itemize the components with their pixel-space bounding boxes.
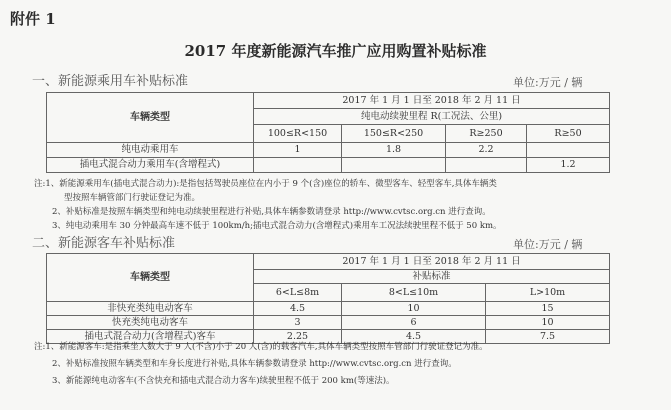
bus-unit: 单位:万元 / 辆 <box>513 238 583 251</box>
cell-value: 4.5 <box>342 330 486 344</box>
row-label: 非快充类纯电动客车 <box>47 302 254 316</box>
page-title: 2017 年度新能源汽车推广应用购置补贴标准 <box>184 42 487 60</box>
passenger-subsidy-table <box>46 92 610 173</box>
bus-length-range: 6<L≤8m <box>254 284 342 302</box>
cell-value: 2.25 <box>254 330 342 344</box>
cell-value: 6 <box>342 316 486 330</box>
row-label: 纯电动乘用车 <box>47 143 254 158</box>
bus-period: 2017 年 1 月 1 日至 2018 年 2 月 11 日 <box>254 254 610 270</box>
table-row <box>47 316 610 330</box>
note-line: 注:1、新能源客车:是指乘坐人数大于 9 人(不含)小于 20 人(含)的载客汽车,具体车辆类型按照车管部门行驶证登记为准。 <box>34 342 488 352</box>
note-line: 型按照车辆管部门行驶证登记为准。 <box>64 193 201 203</box>
passenger-section-heading: 一、新能源乘用车补贴标准 <box>32 74 189 89</box>
passenger-notes <box>34 177 502 233</box>
bus-notes <box>34 339 488 390</box>
table-row <box>47 302 610 316</box>
passenger-period: 2017 年 1 月 1 日至 2018 年 2 月 11 日 <box>254 93 610 109</box>
cell-value: 15 <box>486 302 610 316</box>
note-line: 2、补贴标准是按照车辆类型和纯电动续驶里程进行补贴,具体车辆参数请登录 http://www.cvtsc.org.cn 进行查询。 <box>52 207 491 217</box>
bus-section-heading: 二、新能源客车补贴标准 <box>32 236 176 251</box>
note-line: 3、纯电动乘用车 30 分钟最高车速不低于 100km/h;插电式混合动力(含增程式)乘用车工况法续驶里程不低于 50 km。 <box>52 221 502 231</box>
note-line: 注:1、新能源乘用车(插电式混合动力):是指包括驾驶员座位在内小于 9 个(含)座位的轿车、微型客车、轻型客车,具体车辆类 <box>34 179 497 189</box>
passenger-type-header: 车辆类型 <box>47 93 254 143</box>
bus-length-range: L>10m <box>486 284 610 302</box>
passenger-range: R≥50 <box>527 125 610 143</box>
passenger-range-header: 纯电动续驶里程 R(工况法、公里) <box>254 109 610 125</box>
cell-value <box>527 143 610 158</box>
table-row <box>47 158 610 173</box>
bus-type-header: 车辆类型 <box>47 254 254 302</box>
table-row <box>47 143 610 158</box>
cell-value: 4.5 <box>254 302 342 316</box>
cell-value: 1.8 <box>342 143 446 158</box>
cell-value: 1.2 <box>527 158 610 173</box>
passenger-unit: 单位:万元 / 辆 <box>513 76 583 89</box>
passenger-range: 100≤R<150 <box>254 125 342 143</box>
passenger-range: 150≤R<250 <box>342 125 446 143</box>
cell-value <box>254 158 342 173</box>
cell-value: 10 <box>342 302 486 316</box>
bus-standard-header: 补贴标准 <box>254 270 610 284</box>
note-line: 3、新能源纯电动客车(不含快充和插电式混合动力客车)续驶里程不低于 200 km(等速法)。 <box>52 376 395 386</box>
attachment-label: 附件 1 <box>10 10 56 28</box>
cell-value <box>342 158 446 173</box>
row-label: 插电式混合动力(含增程式)客车 <box>47 330 254 344</box>
cell-value: 3 <box>254 316 342 330</box>
row-label: 插电式混合动力乘用车(含增程式) <box>47 158 254 173</box>
bus-subsidy-table <box>46 253 610 344</box>
note-line: 2、补贴标准按照车辆类型和车身长度进行补贴,具体车辆参数请登录 http://www.cvtsc.org.cn 进行查询。 <box>52 359 457 369</box>
cell-value: 2.2 <box>446 143 527 158</box>
passenger-range: R≥250 <box>446 125 527 143</box>
row-label: 快充类纯电动客车 <box>47 316 254 330</box>
cell-value: 1 <box>254 143 342 158</box>
cell-value <box>446 158 527 173</box>
cell-value: 10 <box>486 316 610 330</box>
bus-length-range: 8<L≤10m <box>342 284 486 302</box>
cell-value: 7.5 <box>486 330 610 344</box>
